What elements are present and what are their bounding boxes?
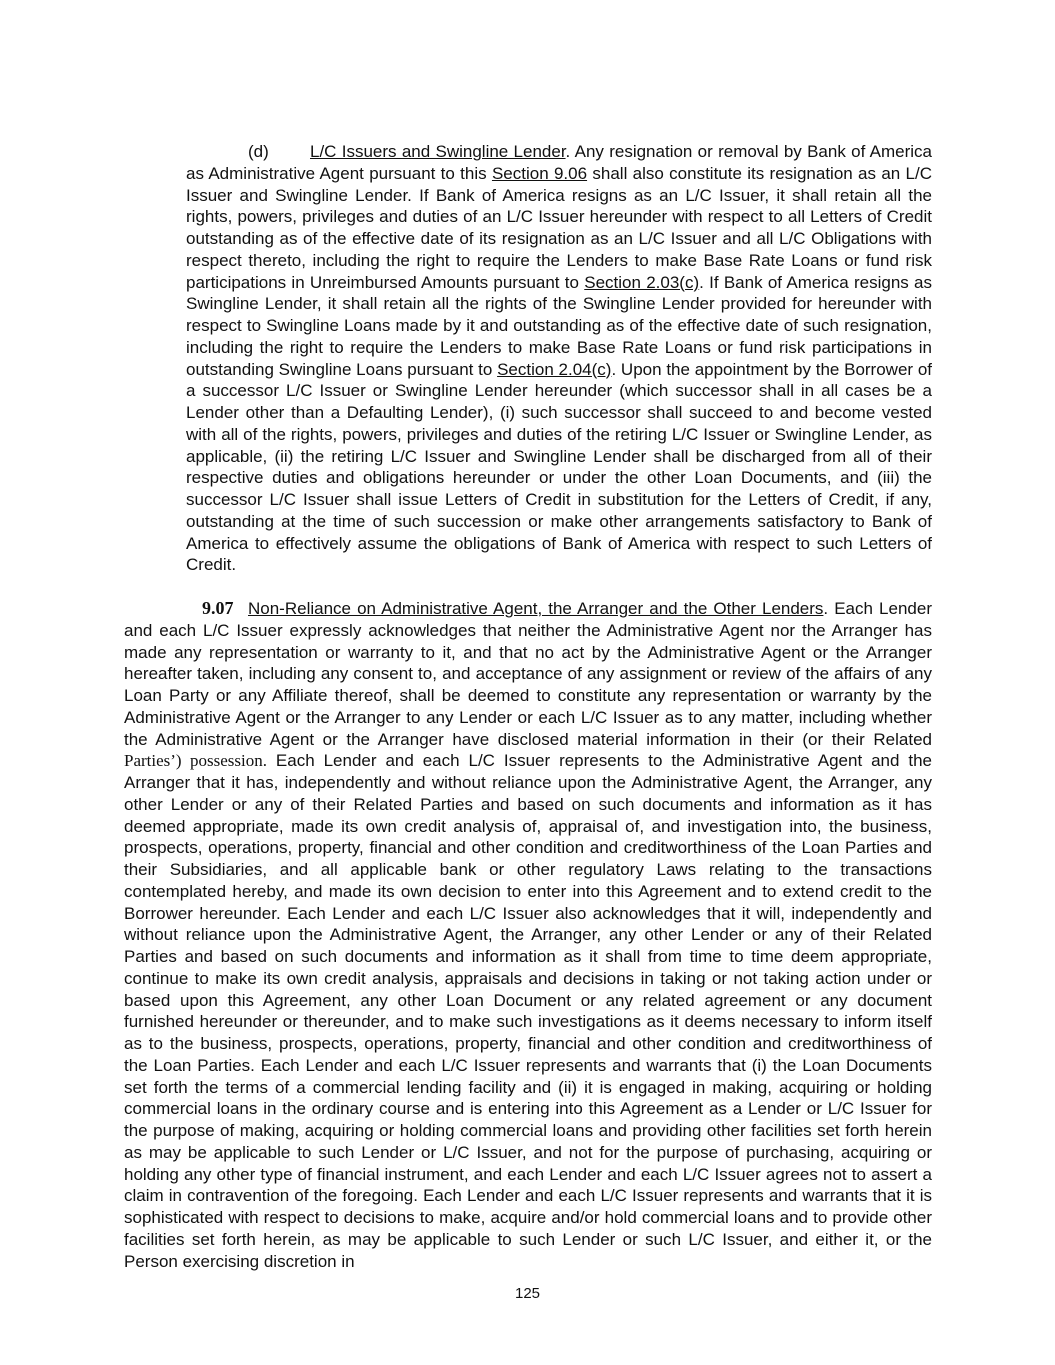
section-9-07-serif-text: Parties’) possession.: [124, 751, 268, 771]
section-d-text-2: shall also constitute its resignation as an L/C Issuer and Swingline Lender. If Bank of America resigns as an L/C Issuer, it shall retain all the rights, powers, privileges and duties of an L/C Issuer hereunder with respect to all Letters of Credit outstanding as of the effective date of its resignation as an L/C Issuer and all L/C Obligations with respect thereto, including the right to require the Lenders to make Base Rate Loans or fund risk participations in Unreimbursed Amounts pursuant to: [186, 163, 932, 292]
section-ref-2-04c: Section 2.04(c): [497, 359, 612, 379]
section-ref-9-06: Section 9.06: [491, 163, 588, 183]
section-9-07-number: 9.07: [202, 598, 234, 618]
section-d-label: (d): [248, 142, 269, 161]
paragraph-section-9-07: [124, 598, 932, 1272]
paragraph-section-d: [186, 141, 932, 576]
page-number: 125: [514, 1285, 541, 1302]
section-9-07-text-2: Each Lender and each L/C Issuer represents to the Administrative Agent and the Arranger that it has, independently and without reliance upon the Administrative Agent, the Arranger, any other Lender or any of their Related Parties and based on such documents and information as it has deemed appropriate, made its own credit analysis of, appraisal of, and investigation into, the business, prospects, operations, property, financial and other condition and creditworthiness of the Loan Parties and their Subsidiaries, and all applicable bank or other regulatory Laws relating to the transactions contemplated hereby, and made its own decision to enter into this Agreement and to extend credit to the Borrower hereunder. Each Lender and each L/C Issuer also acknowledges that it will, independently and without reliance upon the Administrative Agent, the Arranger, any other Lender or any of their Related Parties and based on such documents and information as it shall from time to time deem appropriate, continue to make its own credit analysis, appraisals and decisions in taking or not taking action under or based upon this Agreement, any other Loan Document or any related agreement or any document furnished hereunder or thereunder, and to make such investigations as it deems necessary to inform itself as to the business, prospects, operations, property, financial and other condition and creditworthiness of the Loan Parties. Each Lender and each L/C Issuer represents and warrants that (i) the Loan Documents set forth the terms of a commercial lending facility and (ii) it is engaged in making, acquiring or holding commercial loans in the ordinary course and is entering into this Agreement as a Lender or L/C Issuer for the purpose of making, acquiring or holding commercial loans and providing other facilities set forth herein as may be applicable to such Lender or L/C Issuer, and not for the purpose of purchasing, acquiring or holding any other type of financial instrument, and each Lender and each L/C Issuer agrees not to assert a claim in contravention of the foregoing. Each Lender and each L/C Issuer represents and warrants that it is sophisticated with respect to decisions to make, acquire and/or hold commercial loans and to provide other facilities set forth herein, as may be applicable to such Lender or such L/C Issuer, and either it, or the Person exercising discretion in: [124, 751, 932, 1271]
section-d-heading: L/C Issuers and Swingline Lender: [310, 142, 566, 161]
section-d-text-3: . If Bank of America resigns as Swingline Lender, it shall retain all the rights of the Swingline Lender provided for hereunder with respect to Swingline Loans made by it and outstanding as of the effective date of such resignation, including the right to require the Lenders to make Base Rate Loans or fund risk participations in outstanding Swingline Loans pursuant to: [186, 272, 932, 379]
section-9-07-text-1: . Each Lender and each L/C Issuer expressly acknowledges that neither the Administrative Agent nor the Arranger has made any representation or warranty to it, and that no act by the Administrative Agent or the Arranger hereafter taken, including any consent to, and acceptance of any assignment or review of the affairs of any Loan Party or any Affiliate thereof, shall be deemed to constitute any representation or warranty by the Administrative Agent or the Arranger to any Lender or each L/C Issuer as to any matter, including whether the Administrative Agent or the Arranger have disclosed material information in their (or their Related: [124, 599, 932, 749]
section-d-text-4: . Upon the appointment by the Borrower of a successor L/C Issuer or Swingline Lender hereunder (which successor shall in all cases be a Lender other than a Defaulting Lender), (i) such successor shall succeed to and become vested with all of the rights, powers, privileges and duties of the retiring L/C Issuer or Swingline Lender, as applicable, (ii) the retiring L/C Issuer and Swingline Lender shall be discharged from all of their respective duties and obligations hereunder or under the other Loan Documents, and (iii) the successor L/C Issuer shall issue Letters of Credit in substitution for the Letters of Credit, if any, outstanding at the time of such succession or make other arrangements satisfactory to Bank of America to effectively assume the obligations of Bank of America with respect to such Letters of Credit.: [186, 359, 932, 575]
section-ref-2-03c: Section 2.03(c): [584, 272, 700, 292]
section-9-07-heading: Non-Reliance on Administrative Agent, the Arranger and the Other Lenders: [248, 599, 824, 618]
section-d-text-1: . Any resignation or removal by Bank of America as Administrative Agent pursuant to this: [186, 142, 932, 183]
